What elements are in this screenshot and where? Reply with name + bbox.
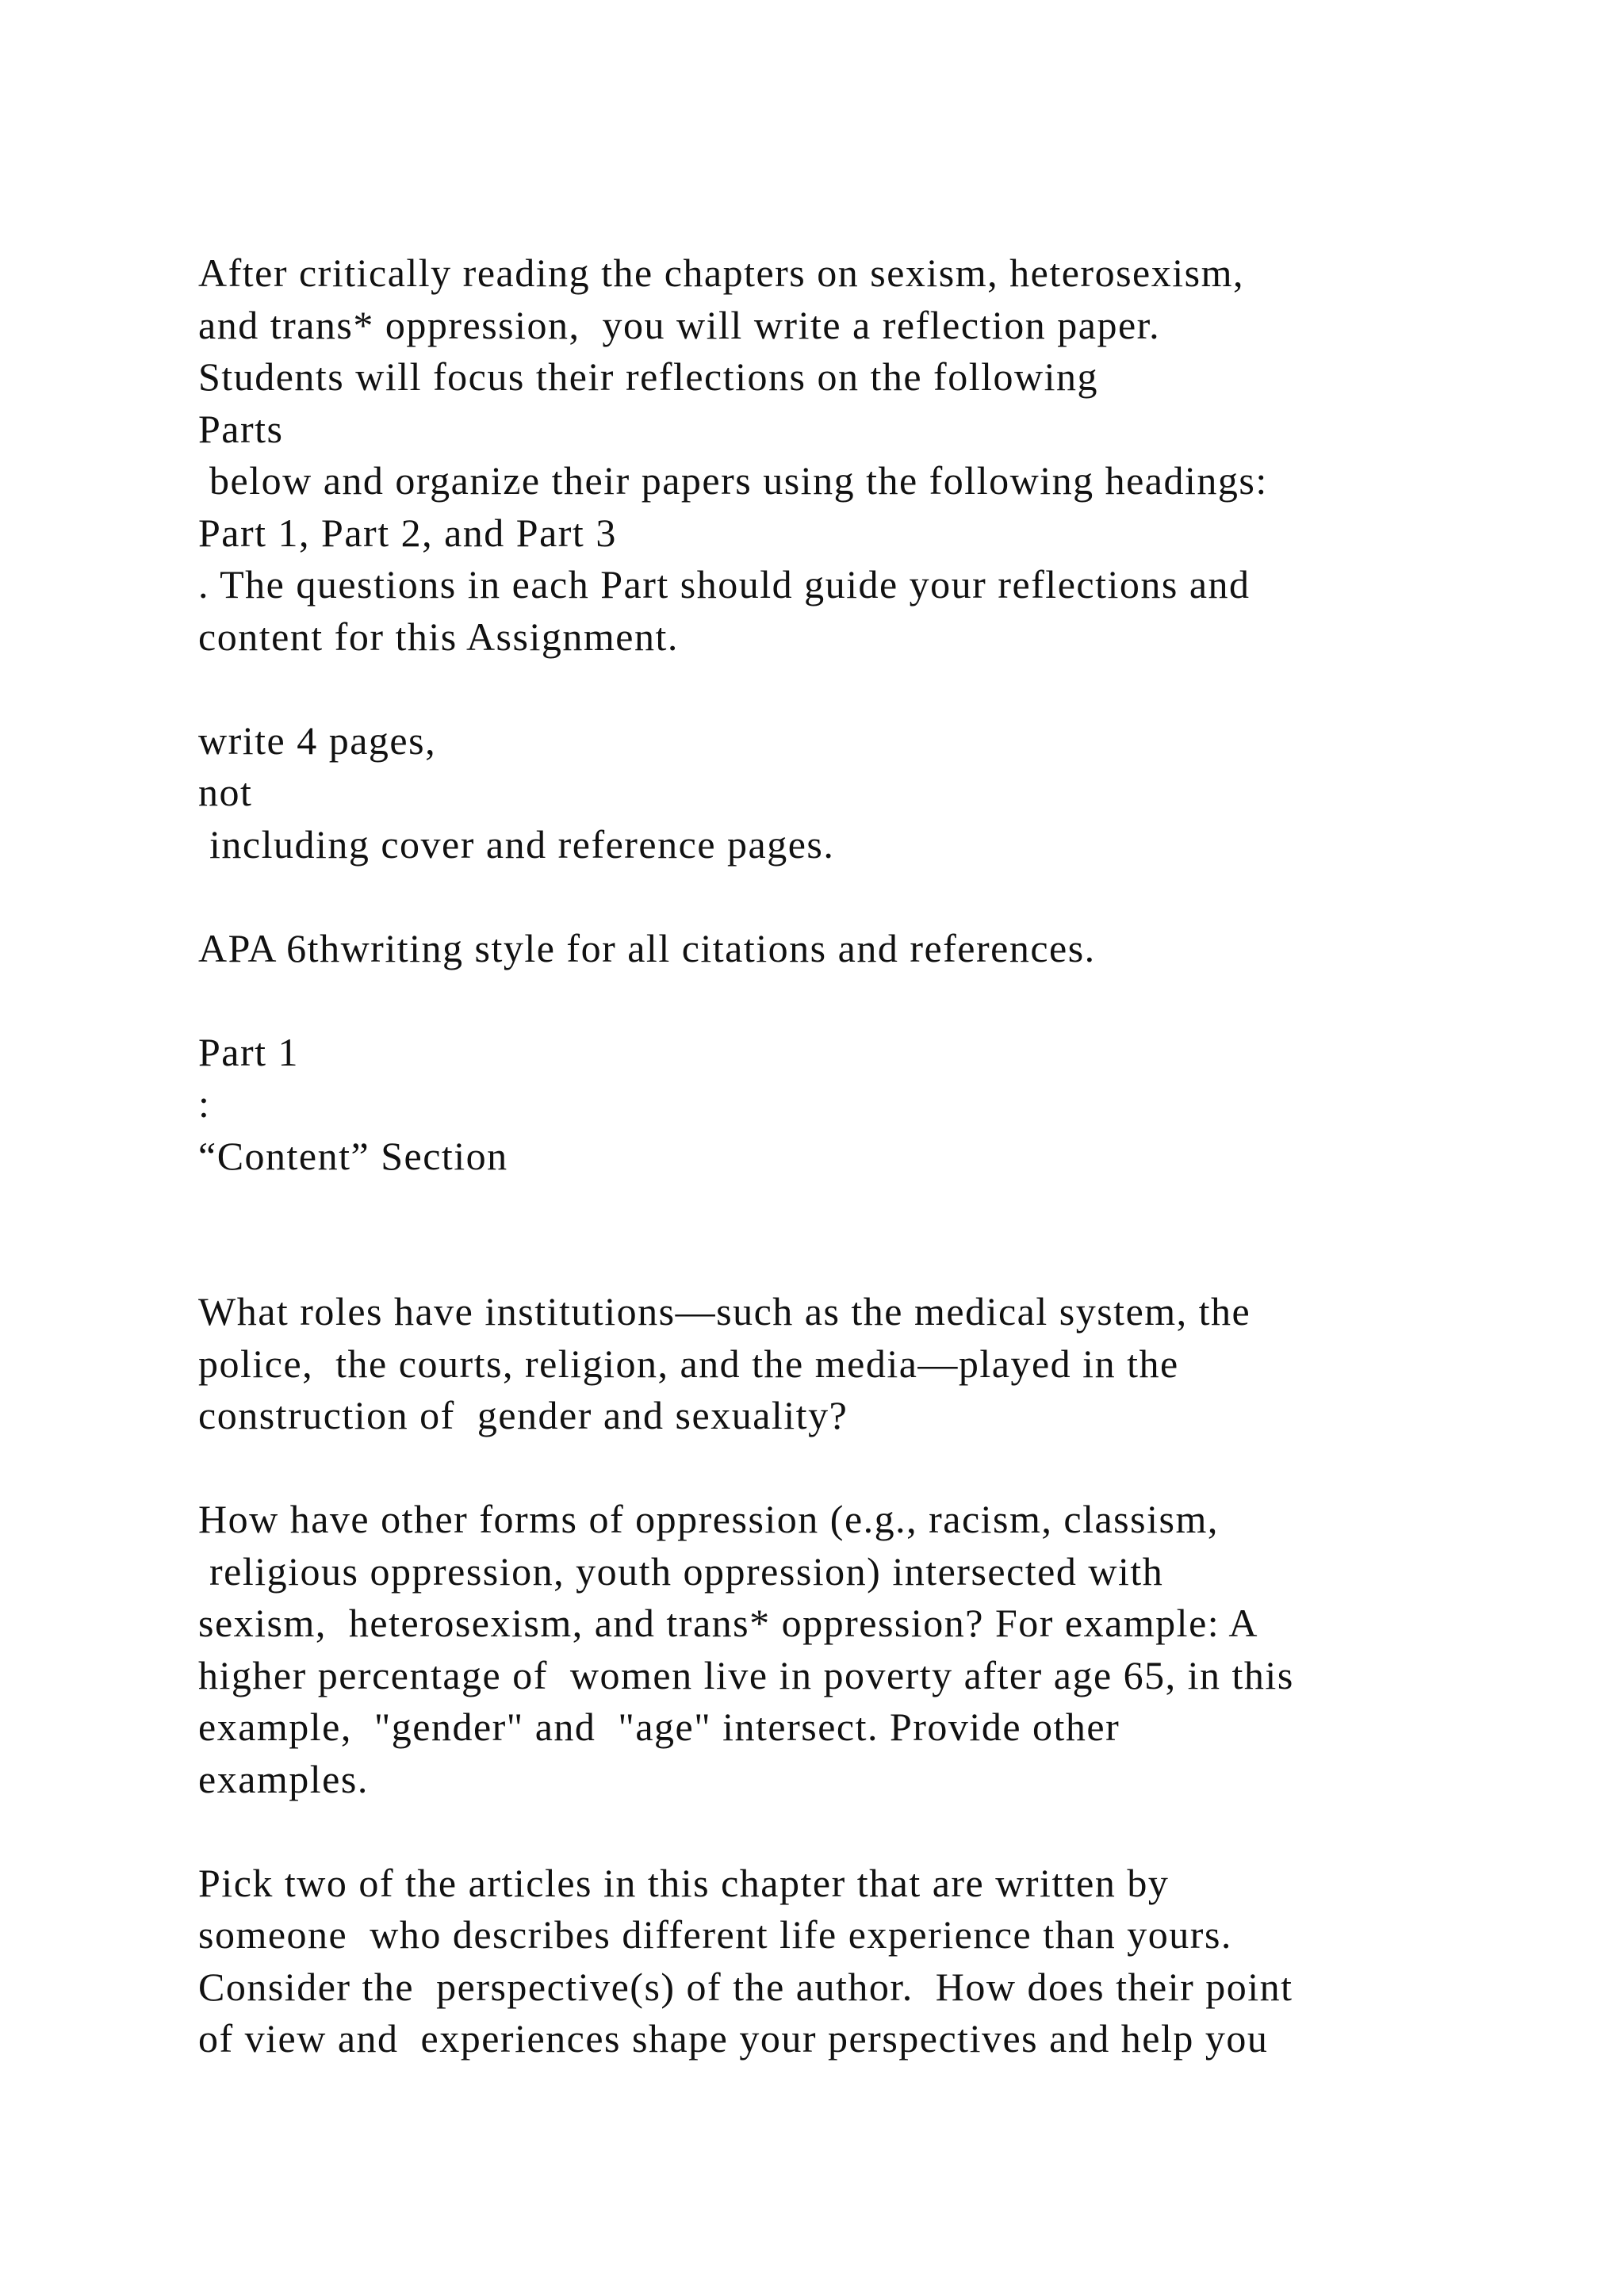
text-line: someone who describes different life experience than yours. [198,1912,1232,1957]
intro-paragraph [198,247,1546,663]
text-line: Students will focus their reflections on the following [198,354,1098,399]
text-line: APA 6thwriting style for all citations and references. [198,925,1096,970]
text-line: including cover and reference pages. [198,821,835,867]
text-line: Consider the perspective(s) of the author. How does their point [198,1964,1293,2009]
text-line: construction of gender and sexuality? [198,1393,848,1437]
style-requirement [198,923,1546,975]
paragraph-gap [198,1805,1546,1858]
text-line: example, "gender" and "age" intersect. Provide other [198,1705,1120,1749]
text-line: How have other forms of oppression (e.g., racism, classism, [198,1497,1219,1541]
paragraph-gap [198,1182,1546,1286]
text-line: . The questions in each Part should guide your reflections and [198,562,1251,607]
text-line: write 4 pages, [198,718,437,763]
text-line: Part 1 [198,1029,300,1074]
text-line: examples. [198,1756,369,1801]
text-line: After critically reading the chapters on sexism, heterosexism, [198,251,1244,295]
question-institutions [198,1286,1546,1442]
question-intersection [198,1494,1546,1805]
paragraph-gap [198,1442,1546,1494]
part1-heading [198,1027,1546,1183]
text-line: police, the courts, religion, and the media—played in the [198,1341,1179,1386]
text-line: What roles have institutions—such as the medical system, the [198,1289,1251,1334]
text-line: religious oppression, youth oppression) intersected with [198,1548,1164,1594]
paragraph-gap [198,663,1546,715]
text-line: Pick two of the articles in this chapter that are written by [198,1860,1170,1905]
document-body [198,247,1546,2065]
text-line: content for this Assignment. [198,614,679,659]
text-line: and trans* oppression, you will write a reflection paper. [198,302,1161,347]
text-line: sexism, heterosexism, and trans* oppression? For example: A [198,1601,1258,1645]
text-line: “Content” Section [198,1133,508,1178]
paragraph-gap [198,974,1546,1027]
length-requirement [198,715,1546,871]
text-line: Parts [198,406,284,451]
text-line: not [198,770,253,814]
text-line: : [198,1081,211,1126]
text-line: of view and experiences shape your perspectives and help you [198,2016,1269,2061]
paragraph-gap [198,871,1546,923]
text-line: below and organize their papers using the following headings: [198,458,1268,503]
text-line: higher percentage of women live in poverty after age 65, in this [198,1652,1294,1697]
text-line: Part 1, Part 2, and Part 3 [198,510,617,555]
question-articles [198,1858,1546,2065]
